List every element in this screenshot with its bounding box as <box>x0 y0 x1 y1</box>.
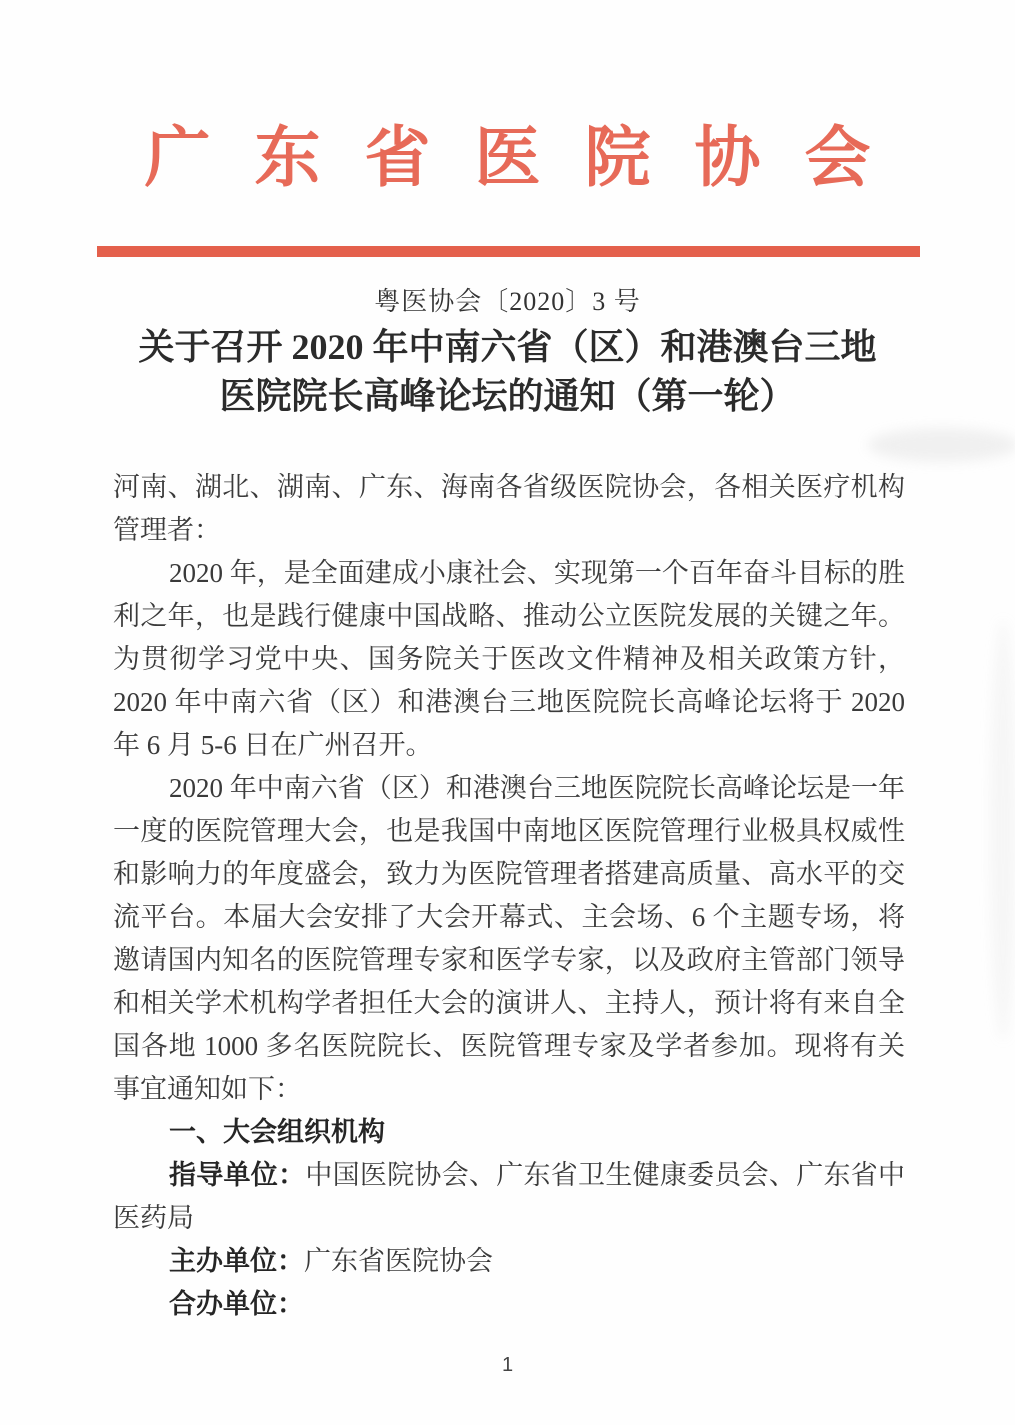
header-divider-line <box>97 246 920 257</box>
section-heading-organization: 一、大会组织机构 <box>169 1117 385 1147</box>
org-unit-guidance <box>113 1154 905 1240</box>
document-title-line1: 关于召开 2020 年中南六省（区）和港澳台三地 <box>138 327 877 367</box>
org-unit-host-label: 主办单位： <box>169 1246 304 1276</box>
org-name-title: 广东省医院协会 <box>144 122 915 195</box>
document-title-line2: 医院院长高峰论坛的通知（第一轮） <box>219 376 796 416</box>
org-unit-cohost <box>113 1283 905 1326</box>
document-title <box>0 323 1015 421</box>
body-paragraph-2: 2020 年中南六省（区）和港澳台三地医院院长高峰论坛是一年一度的医院管理大会，也是我国中南地区医院管理行业极具权威性和影响力的年度盛会，致力为医院管理者搭建高质量、高水平的交流平台。本届大会安排了大会开幕式、主会场、6 个主题专场，将邀请国内知名的医院管理专家和医学专家，以及政府主管部门领导和相关学术机构学者担任大会的演讲人、主持人，预计将有来自全国各地 1000 多名医院院长、医院管理专家及学者参加。现将有关事宜通知如下： <box>113 773 905 1104</box>
org-unit-guidance-value: 中国医院协会、广东省卫生健康委员会、广东省中医药局 <box>113 1160 906 1233</box>
body-paragraph-1: 2020 年，是全面建成小康社会、实现第一个百年奋斗目标的胜利之年，也是践行健康中国战略、推动公立医院发展的关键之年。为贯彻学习党中央、国务院关于医改文件精神及相关政策方针，2020 年中南六省（区）和港澳台三地医院院长高峰论坛将于 2020 年 6 月 5-6 日在广州召开。 <box>113 558 905 760</box>
org-unit-host <box>113 1240 905 1283</box>
page-number: 1 <box>501 1354 514 1376</box>
scan-artifact <box>868 428 1015 462</box>
document-number: 粤医协会〔2020〕3 号 <box>374 287 641 316</box>
org-unit-host-value: 广东省医院协会 <box>304 1246 493 1276</box>
org-unit-guidance-label: 指导单位： <box>169 1160 306 1190</box>
salutation: 河南、湖北、湖南、广东、海南各省级医院协会，各相关医疗机构管理者： <box>113 472 905 545</box>
org-masthead <box>0 116 1015 202</box>
org-unit-cohost-label: 合办单位： <box>169 1289 304 1319</box>
scan-artifact <box>990 620 1015 1040</box>
document-body <box>113 466 905 1326</box>
